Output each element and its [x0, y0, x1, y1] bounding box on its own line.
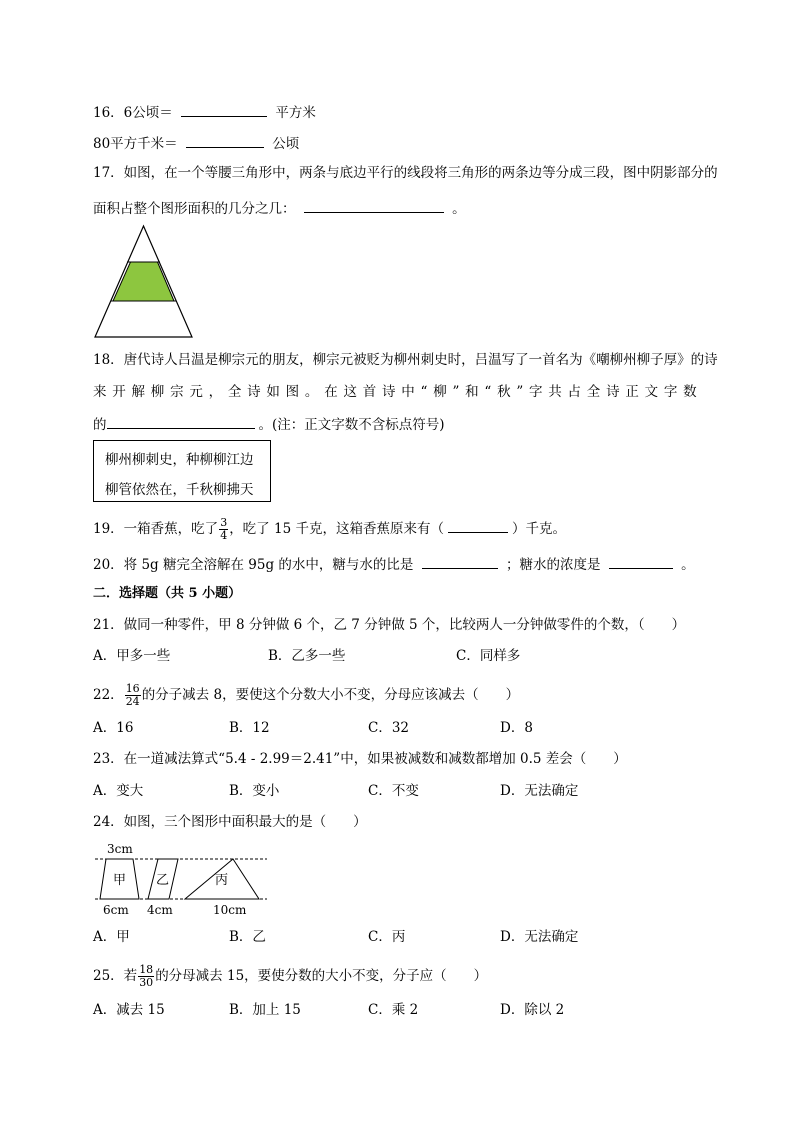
q18-stem-line1: 18．唐代诗人吕温是柳宗元的朋友，柳宗元被贬为柳州刺史时，吕温写了一首名为《嘲柳州柳子厚》的诗	[93, 352, 718, 368]
q18-line2-char: 柳	[433, 384, 447, 400]
q24-shapes-figure	[93, 838, 269, 920]
q24-bottom-label-yi: 4cm	[147, 903, 173, 917]
q18-line2-char: 在	[324, 384, 338, 400]
q20-middle: ；糖水的浓度是	[506, 557, 601, 573]
q18-line2-char: 这	[343, 384, 357, 400]
q20-answer-blank-concentration[interactable]	[609, 554, 673, 569]
q21-stem: 21．做同一种零件，甲 8 分钟做 6 个，乙 7 分钟做 5 个，比较两人一分钟做零件的个数，（ ）	[93, 617, 686, 633]
q18-line2-char: 宗	[170, 384, 184, 400]
q17-line2	[93, 198, 466, 218]
q18-line2-char: ”	[452, 384, 460, 400]
q18-line2-char: 秋	[497, 384, 511, 400]
q24-label-yi: 乙	[156, 873, 170, 888]
q18-line2-char: 字	[529, 384, 543, 400]
q18-line2-char: “	[484, 384, 492, 400]
q20-suffix: 。	[681, 557, 695, 573]
q17-answer-blank[interactable]	[304, 198, 444, 213]
q22-option-b[interactable]: B．12	[229, 720, 270, 736]
q25-option-d[interactable]: D．除以 2	[500, 1002, 565, 1018]
q17-line1	[93, 164, 718, 182]
q24-label-jia: 甲	[113, 873, 127, 888]
q16-line2-suffix: 公顷	[272, 136, 300, 152]
q18-line2-char: ”	[516, 384, 524, 400]
q18-line2-char: 字	[663, 384, 678, 400]
q18-answer-blank[interactable]	[107, 414, 255, 429]
q22-option-d[interactable]: D．8	[500, 720, 533, 736]
q25-fraction	[138, 964, 154, 989]
q21-option-c[interactable]: C．同样多	[456, 648, 521, 664]
q18-line2-char: 图	[285, 384, 300, 400]
q16-line1-suffix: 平方米	[275, 105, 316, 121]
q24-stem: 24．如图，三个图形中面积最大的是（ ）	[93, 814, 367, 830]
q25-frac-denominator: 30	[139, 976, 154, 989]
q17-suffix: 。	[452, 201, 466, 217]
q19-prefix: 19．一箱香蕉，吃了	[93, 521, 219, 537]
q18-line1	[93, 351, 718, 369]
q19-fraction	[219, 517, 228, 542]
q25-option-c[interactable]: C．乘 2	[368, 1002, 419, 1018]
q16-line1-prefix: 16．6公顷＝	[93, 105, 173, 121]
q22-fraction	[125, 683, 141, 708]
q16-line1	[93, 102, 316, 122]
q22-option-c[interactable]: C．32	[368, 720, 410, 736]
q23-option-b[interactable]: B．变小	[229, 783, 280, 799]
q16-answer-blank-1[interactable]	[181, 102, 267, 117]
q18-line2-char: 全	[227, 384, 242, 400]
q18-line2-char: 和	[465, 384, 479, 400]
q18-line2-char: 来	[93, 384, 107, 400]
q18-poem-line-1: 柳州柳刺史，种柳柳江边	[105, 452, 254, 468]
q18-poem-box	[93, 440, 271, 502]
q20-answer-blank-ratio[interactable]	[422, 554, 498, 569]
q18-line2-char: ，	[208, 384, 223, 400]
q18-line2-char: 诗	[606, 384, 620, 400]
q18-line2-char: 元	[189, 384, 203, 400]
q25-option-a[interactable]: A．减去 15	[93, 1002, 165, 1018]
q18-line2-char: 中	[401, 384, 415, 400]
q18-line2-char: 解	[131, 384, 146, 400]
q25-option-b[interactable]: B．加上 15	[229, 1002, 301, 1018]
q18-line2-char: 共	[548, 384, 562, 400]
q18-line2-char: 开	[112, 384, 126, 400]
q17-triangle-figure	[93, 224, 195, 340]
q25-prefix: 25．若	[93, 968, 138, 984]
q19-suffix: ）千克。	[511, 521, 566, 537]
q22-option-a[interactable]: A．16	[93, 720, 134, 736]
q22-suffix: 的分子减去 8，要使这个分数大小不变，分母应该减去（ ）	[141, 687, 520, 703]
q18-line3	[93, 414, 445, 434]
q24-option-d[interactable]: D．无法确定	[500, 929, 579, 945]
q23-stem: 23．在一道减法算式“5.4 - 2.99＝2.41”中，如果被减数和减数都增加 0.5 差会（ ）	[93, 751, 627, 767]
q24-bottom-label-jia: 6cm	[103, 903, 129, 917]
section-2-heading: 二．选择题（共 5 小题）	[93, 586, 242, 601]
q24-option-b[interactable]: B．乙	[229, 929, 266, 945]
q18-stem-line3-prefix: 的	[93, 417, 107, 433]
q18-line2	[93, 383, 697, 401]
q19-frac-numerator: 3	[220, 516, 228, 529]
q16-line2	[93, 133, 299, 153]
q19-frac-denominator: 4	[220, 529, 228, 542]
q16-answer-blank-2[interactable]	[186, 133, 264, 148]
q18-line2-char: 全	[586, 384, 601, 400]
q24-bottom-label-bing: 10cm	[213, 903, 247, 917]
q23-option-a[interactable]: A．变大	[93, 783, 144, 799]
q18-line2-char: 正	[625, 384, 639, 400]
q18-stem-line3-suffix: 。(注：正文字数不含标点符号)	[258, 417, 445, 433]
q18-line2-char: 如	[266, 384, 280, 400]
q22-frac-denominator: 24	[125, 695, 140, 708]
q24-option-a[interactable]: A．甲	[93, 929, 130, 945]
q19-answer-blank[interactable]	[448, 518, 508, 533]
q18-line2-char: “	[420, 384, 428, 400]
q18-line2-char: 诗	[381, 384, 396, 400]
q25-frac-numerator: 18	[139, 963, 154, 976]
q18-line2-char: 首	[362, 384, 377, 400]
q22-stem	[93, 683, 519, 708]
q17-stem-line2: 面积占整个图形面积的几分之几：	[93, 201, 296, 217]
q18-poem-line-2: 柳管依然在，千秋柳拂天	[105, 482, 254, 498]
q17-shaded-band	[113, 262, 174, 301]
q20-prefix: 20．将 5g 糖完全溶解在 95g 的水中，糖与水的比是	[93, 557, 414, 573]
q16-line2-prefix: 80平方千米＝	[93, 136, 178, 152]
q22-prefix: 22．	[93, 687, 124, 703]
q18-line2-char: 柳	[150, 384, 165, 400]
q21-option-a[interactable]: A．甲多一些	[93, 648, 171, 664]
q24-label-bing: 丙	[215, 873, 229, 888]
q18-line2-char: 诗	[247, 384, 261, 400]
q18-line2-char: 文	[644, 384, 659, 400]
q24-option-c[interactable]: C．丙	[368, 929, 406, 945]
q23-option-c[interactable]: C．不变	[368, 783, 419, 799]
q25-stem	[93, 964, 487, 989]
q18-line2-char: 数	[683, 384, 697, 400]
q17-stem-line1: 17．如图，在一个等腰三角形中，两条与底边平行的线段将三角形的两条边等分成三段，图中阴影部分的	[93, 165, 718, 181]
q19-middle: ，吃了 15 千克，这箱香蕉原来有（	[229, 521, 444, 537]
q23-option-d[interactable]: D．无法确定	[500, 783, 579, 799]
q18-line2-char: 占	[567, 384, 582, 400]
q25-suffix: 的分母减去 15，要使分数的大小不变，分子应（ ）	[155, 968, 488, 984]
q21-option-b[interactable]: B．乙多一些	[268, 648, 346, 664]
q19-line	[93, 517, 566, 542]
q24-top-label: 3cm	[107, 842, 133, 856]
q20-line	[93, 554, 695, 574]
q22-frac-numerator: 16	[125, 682, 140, 695]
q18-line2-char: 。	[304, 384, 319, 400]
